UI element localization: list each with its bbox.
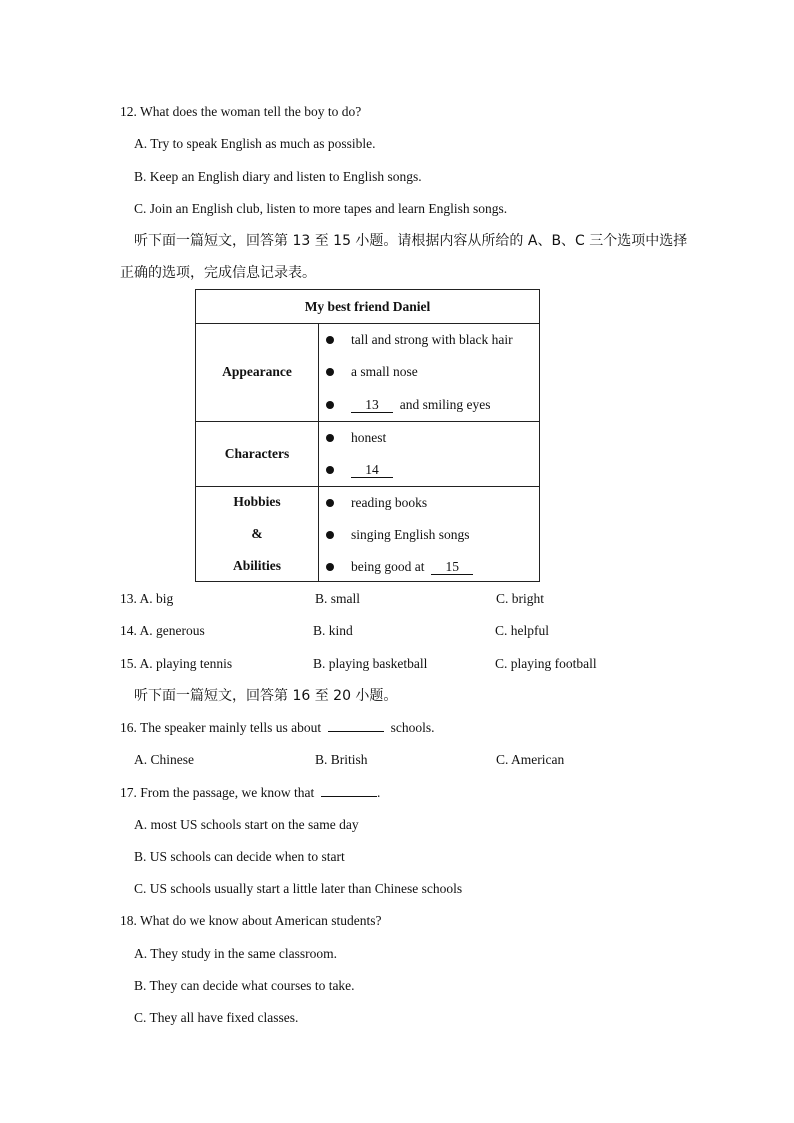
bullet-dot-icon xyxy=(326,368,334,376)
bullet-dot-icon xyxy=(326,531,334,539)
q12-option-a: A. Try to speak English as much as possible. xyxy=(134,136,376,151)
bullet-item: being good at 15 xyxy=(326,558,473,576)
row-label-appearance: Appearance xyxy=(222,364,292,379)
bullet-dot-icon xyxy=(326,499,334,507)
q12-option-b: B. Keep an English diary and listen to English songs. xyxy=(134,169,422,184)
bullet-dot-icon xyxy=(326,434,334,442)
q17-option-c: C. US schools usually start a little later than Chinese schools xyxy=(134,881,463,896)
bullet-item: tall and strong with black hair xyxy=(326,331,513,349)
table-row-appearance xyxy=(196,323,539,421)
q15-option-c: C. playing football xyxy=(495,656,597,671)
row-label-ampersand: & xyxy=(251,526,263,541)
q14-option-b: B. kind xyxy=(313,623,353,638)
q17-option-a: A. most US schools start on the same day xyxy=(134,817,359,832)
blank-14: 14 xyxy=(351,462,393,478)
bullet-dot-icon xyxy=(326,466,334,474)
table-title: My best friend Daniel xyxy=(304,298,431,314)
q15-option-b: B. playing basketball xyxy=(313,656,428,671)
q16-blank xyxy=(328,731,384,732)
q13-option-c: C. bright xyxy=(496,591,545,606)
row-label-characters: Characters xyxy=(224,446,290,461)
row-label-hobbies: Hobbies xyxy=(233,494,281,509)
q16-option-a: A. Chinese xyxy=(134,752,194,767)
blank-13: 13 xyxy=(351,397,393,413)
q14-option-c: C. helpful xyxy=(495,623,549,638)
q16-option-b: B. British xyxy=(315,752,368,767)
instruction-13-15-line1: 听下面一篇短文，回答第 13 至 15 小题。请根据内容从所给的 A、B、C 三个选项中选择 xyxy=(134,233,688,249)
q18-option-c: C. They all have fixed classes. xyxy=(134,1010,299,1025)
instruction-16-20: 听下面一篇短文，回答第 16 至 20 小题。 xyxy=(134,688,398,704)
bullet-dot-icon xyxy=(326,336,334,344)
q18-option-a: A. They study in the same classroom. xyxy=(134,946,337,961)
q18-option-b: B. They can decide what courses to take. xyxy=(134,978,355,993)
row-label-abilities: Abilities xyxy=(232,558,281,573)
blank-15: 15 xyxy=(431,559,473,575)
bullet-dot-icon xyxy=(326,401,334,409)
bullet-item: honest xyxy=(326,429,386,447)
q16-question: 16. The speaker mainly tells us about schools. xyxy=(120,720,435,735)
q17-blank xyxy=(321,796,377,797)
bullet-item: a small nose xyxy=(326,363,418,381)
bullet-item xyxy=(326,461,393,479)
bullet-item: singing English songs xyxy=(326,526,470,544)
info-record-table xyxy=(195,289,540,582)
bullet-item: 13 and smiling eyes xyxy=(326,396,491,414)
q16-option-c: C. American xyxy=(496,752,565,767)
bullet-item: reading books xyxy=(326,494,427,512)
q18-question: 18. What do we know about American students? xyxy=(120,913,382,928)
instruction-13-15-line2: 正确的选项，完成信息记录表。 xyxy=(120,265,316,281)
q15-option-a: 15. A. playing tennis xyxy=(120,656,233,671)
table-row-characters xyxy=(196,421,539,486)
table-row-hobbies xyxy=(196,486,539,583)
q17-question: 17. From the passage, we know that . xyxy=(120,785,381,800)
q12-question: 12. What does the woman tell the boy to do? xyxy=(120,104,362,119)
q13-option-a: 13. A. big xyxy=(120,591,174,606)
q14-option-a: 14. A. generous xyxy=(120,623,205,638)
q13-option-b: B. small xyxy=(315,591,361,606)
bullet-dot-icon xyxy=(326,563,334,571)
q12-option-c: C. Join an English club, listen to more tapes and learn English songs. xyxy=(134,201,508,216)
q17-option-b: B. US schools can decide when to start xyxy=(134,849,345,864)
